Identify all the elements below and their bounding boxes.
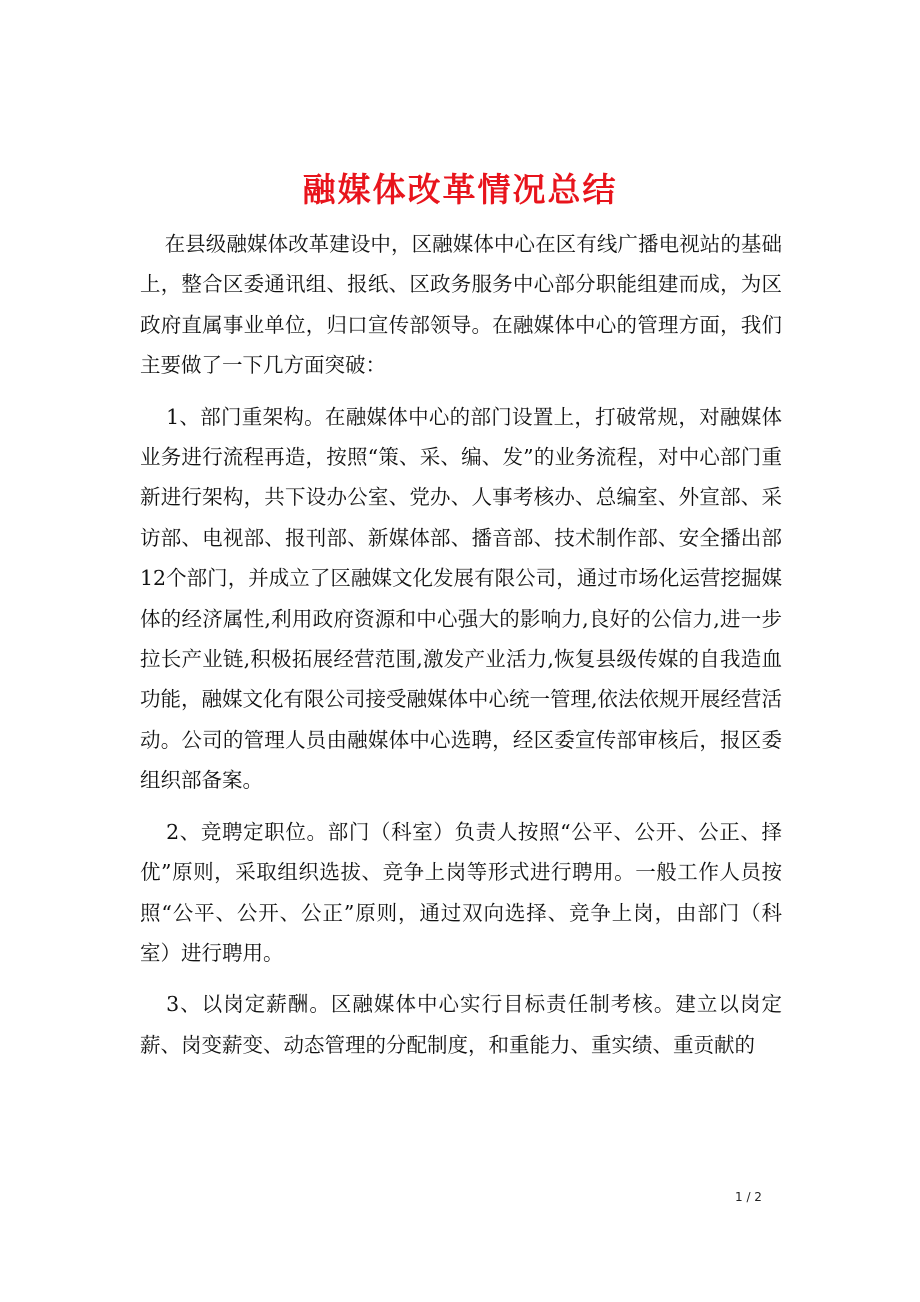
paragraph-section-1: 1、部门重架构。在融媒体中心的部门设置上，打破常规，对融媒体业务进行流程再造，按照“策、采、编、发”的业务流程，对中心部门重新进行架构，共下设办公室、党办、人事考核办、总编室、外宣部、采访部、电视部、报刊部、新媒体部、播音部、技术制作部、安全播出部12个部门，并成立了区融媒文化发展有限公司，通过市场化运营挖掘媒体的经济属性,利用政府资源和中心强大的影响力,良好的公信力,进一步拉长产业链,积极拓展经营范围,激发产业活力,恢复县级传媒的自我造血功能，融媒文化有限公司接受融媒体中心统一管理,依法依规开展经营活动。公司的管理人员由融媒体中心选聘，经区委宣传部审核后，报区委组织部备案。 bbox=[140, 404, 783, 793]
page-number: 1 / 2 bbox=[735, 1190, 762, 1204]
paragraph-intro: 在县级融媒体改革建设中，区融媒体中心在区有线广播电视站的基础上，整合区委通讯组、报纸、区政务服务中心部分职能组建而成，为区政府直属事业单位，归口宣传部领导。在融媒体中心的管理方面，我们主要做了一下几方面突破： bbox=[140, 232, 782, 378]
paragraph-section-3: 3、以岗定薪酬。区融媒体中心实行目标责任制考核。建立以岗定薪、岗变薪变、动态管理的分配制度，和重能力、重实绩、重贡献的 bbox=[140, 992, 782, 1057]
paragraph-section-2: 2、竞聘定职位。部门（科室）负责人按照“公平、公开、公正、择优”原则，采取组织选拔、竞争上岗等形式进行聘用。一般工作人员按照“公平、公开、公正”原则，通过双向选择、竞争上岗，由部门（科室）进行聘用。 bbox=[140, 819, 782, 965]
document-title: 融媒体改革情况总结 bbox=[302, 170, 618, 210]
document-body bbox=[140, 224, 782, 1076]
